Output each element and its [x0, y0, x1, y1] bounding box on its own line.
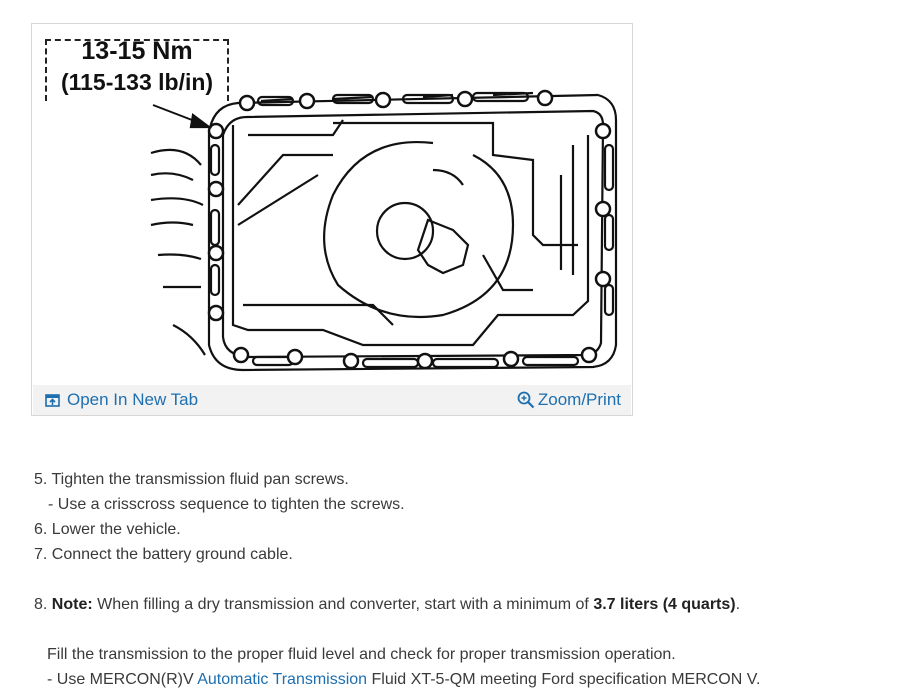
step-8-number: 8. [34, 596, 52, 613]
fluid-spec-suffix: Fluid XT-5-QM meeting Ford specification MERCON V. [367, 671, 761, 688]
step-5: 5. Tighten the transmission fluid pan screws. [34, 471, 349, 488]
step-5-substep: - Use a crisscross sequence to tighten the screws. [48, 496, 405, 513]
open-in-new-tab-label: Open In New Tab [67, 390, 199, 409]
note-text: When filling a dry transmission and converter, start with a minimum of [92, 596, 594, 613]
zoom-icon [517, 391, 535, 409]
automatic-transmission-link[interactable]: Automatic Transmission [197, 671, 368, 688]
zoom-print-label: Zoom/Print [537, 390, 621, 409]
transmission-pan-diagram [33, 25, 631, 383]
fluid-spec-prefix: - Use MERCON(R)V [47, 671, 198, 688]
fluid-spec-line [34, 667, 760, 692]
step-7: 7. Connect the battery ground cable. [34, 546, 293, 563]
step-8 [34, 592, 760, 617]
open-new-tab-icon [45, 394, 60, 407]
note-label: Note: [51, 596, 93, 613]
torque-nm-label: 13-15 Nm [81, 37, 193, 65]
fill-instruction: Fill the transmission to the proper fluid level and check for proper transmission operation. [47, 646, 676, 663]
note-end: . [735, 596, 741, 613]
figure-card [31, 23, 633, 416]
fluid-amount: 3.7 liters (4 quarts) [593, 596, 736, 613]
torque-lbin-label: (115-133 lb/in) [60, 69, 214, 95]
procedure-steps [34, 467, 760, 692]
figure-action-bar [33, 385, 631, 415]
zoom-print-link[interactable] [517, 390, 621, 410]
open-in-new-tab-link[interactable] [45, 390, 198, 410]
step-6: 6. Lower the vehicle. [34, 521, 181, 538]
